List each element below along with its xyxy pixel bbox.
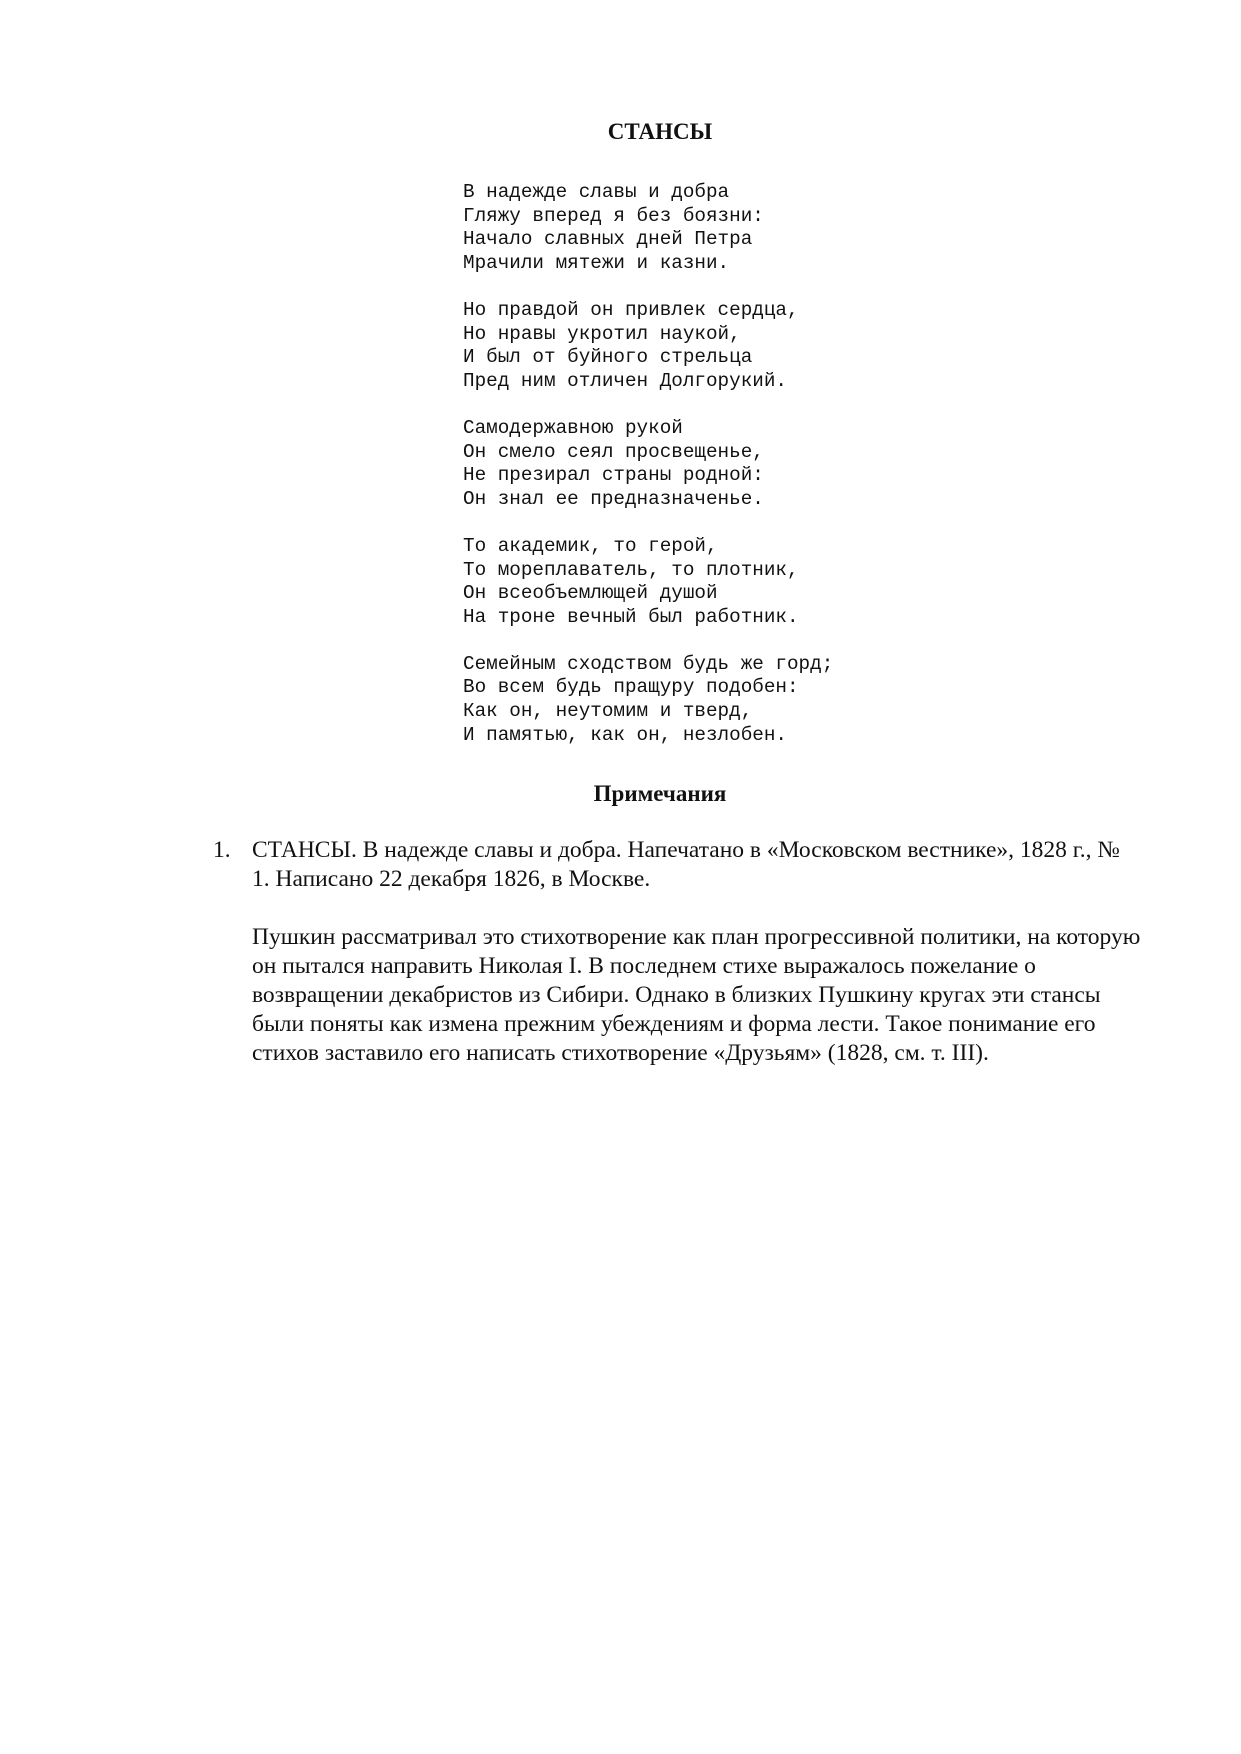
verse-line: Но правдой он привлек сердца,	[463, 298, 799, 321]
verse-line: И памятью, как он, незлобен.	[463, 723, 787, 746]
verse-line: И был от буйного стрельца	[463, 346, 753, 369]
verse-line: На троне вечный был работник.	[463, 605, 799, 628]
verse-line: Гляжу вперед я без боязни:	[463, 204, 764, 227]
stanza-3	[463, 417, 833, 511]
stanza-1	[463, 181, 833, 275]
verse-line: Он знал ее предназначенье.	[463, 487, 764, 510]
stanza-4	[463, 535, 833, 629]
verse-line: Мрачили мятежи и казни.	[463, 251, 730, 274]
note-number: 1.	[213, 837, 231, 863]
note-body	[252, 836, 1143, 1068]
stanza-2	[463, 299, 833, 393]
verse-line: Начало славных дней Петра	[463, 228, 753, 251]
verse-line: Но нравы укротил наукой,	[463, 322, 741, 345]
note-paragraph: Пушкин рассматривал это стихотворение как план прогрессивной политики, на которую он пытался направить Николая I. В последнем стихе выражалось пожелание о возвращении декабристов из Сибири. Однако в близких Пушкину кругах эти стансы были поняты как измена прежним убеждениям и форма лести. Такое понимание его стихов заставило его написать стихотворение «Друзьям» (1828, см. т. III).	[252, 924, 1141, 1066]
verse-line: Не презирал страны родной:	[463, 464, 764, 487]
notes-heading: Примечания	[593, 781, 727, 806]
verse-line: То мореплаватель, то плотник,	[463, 558, 799, 581]
verse-line: Семейным сходством будь же горд;	[463, 652, 834, 675]
note-paragraph: СТАНСЫ. В надежде славы и добра. Напечатано в «Московском вестнике», 1828 г., № 1. Написано 22 декабря 1826, в Москве.	[252, 837, 1120, 892]
verse-line: Он смело сеял просвещенье,	[463, 440, 764, 463]
verse-line: В надежде славы и добра	[463, 181, 730, 203]
verse-line: Как он, неутомим и тверд,	[463, 700, 753, 723]
note-item-1	[213, 836, 1143, 1097]
verse-line: То академик, то герой,	[463, 534, 718, 557]
poem-body	[463, 181, 833, 747]
verse-line: Он всеобъемлющей душой	[463, 582, 718, 605]
verse-line: Во всем будь пращуру подобен:	[463, 676, 799, 699]
verse-line: Пред ним отличен Долгорукий.	[463, 369, 787, 392]
stanza-5	[463, 653, 833, 747]
poem-title: СТАНСЫ	[607, 119, 713, 144]
verse-line: Самодержавною рукой	[463, 416, 683, 439]
